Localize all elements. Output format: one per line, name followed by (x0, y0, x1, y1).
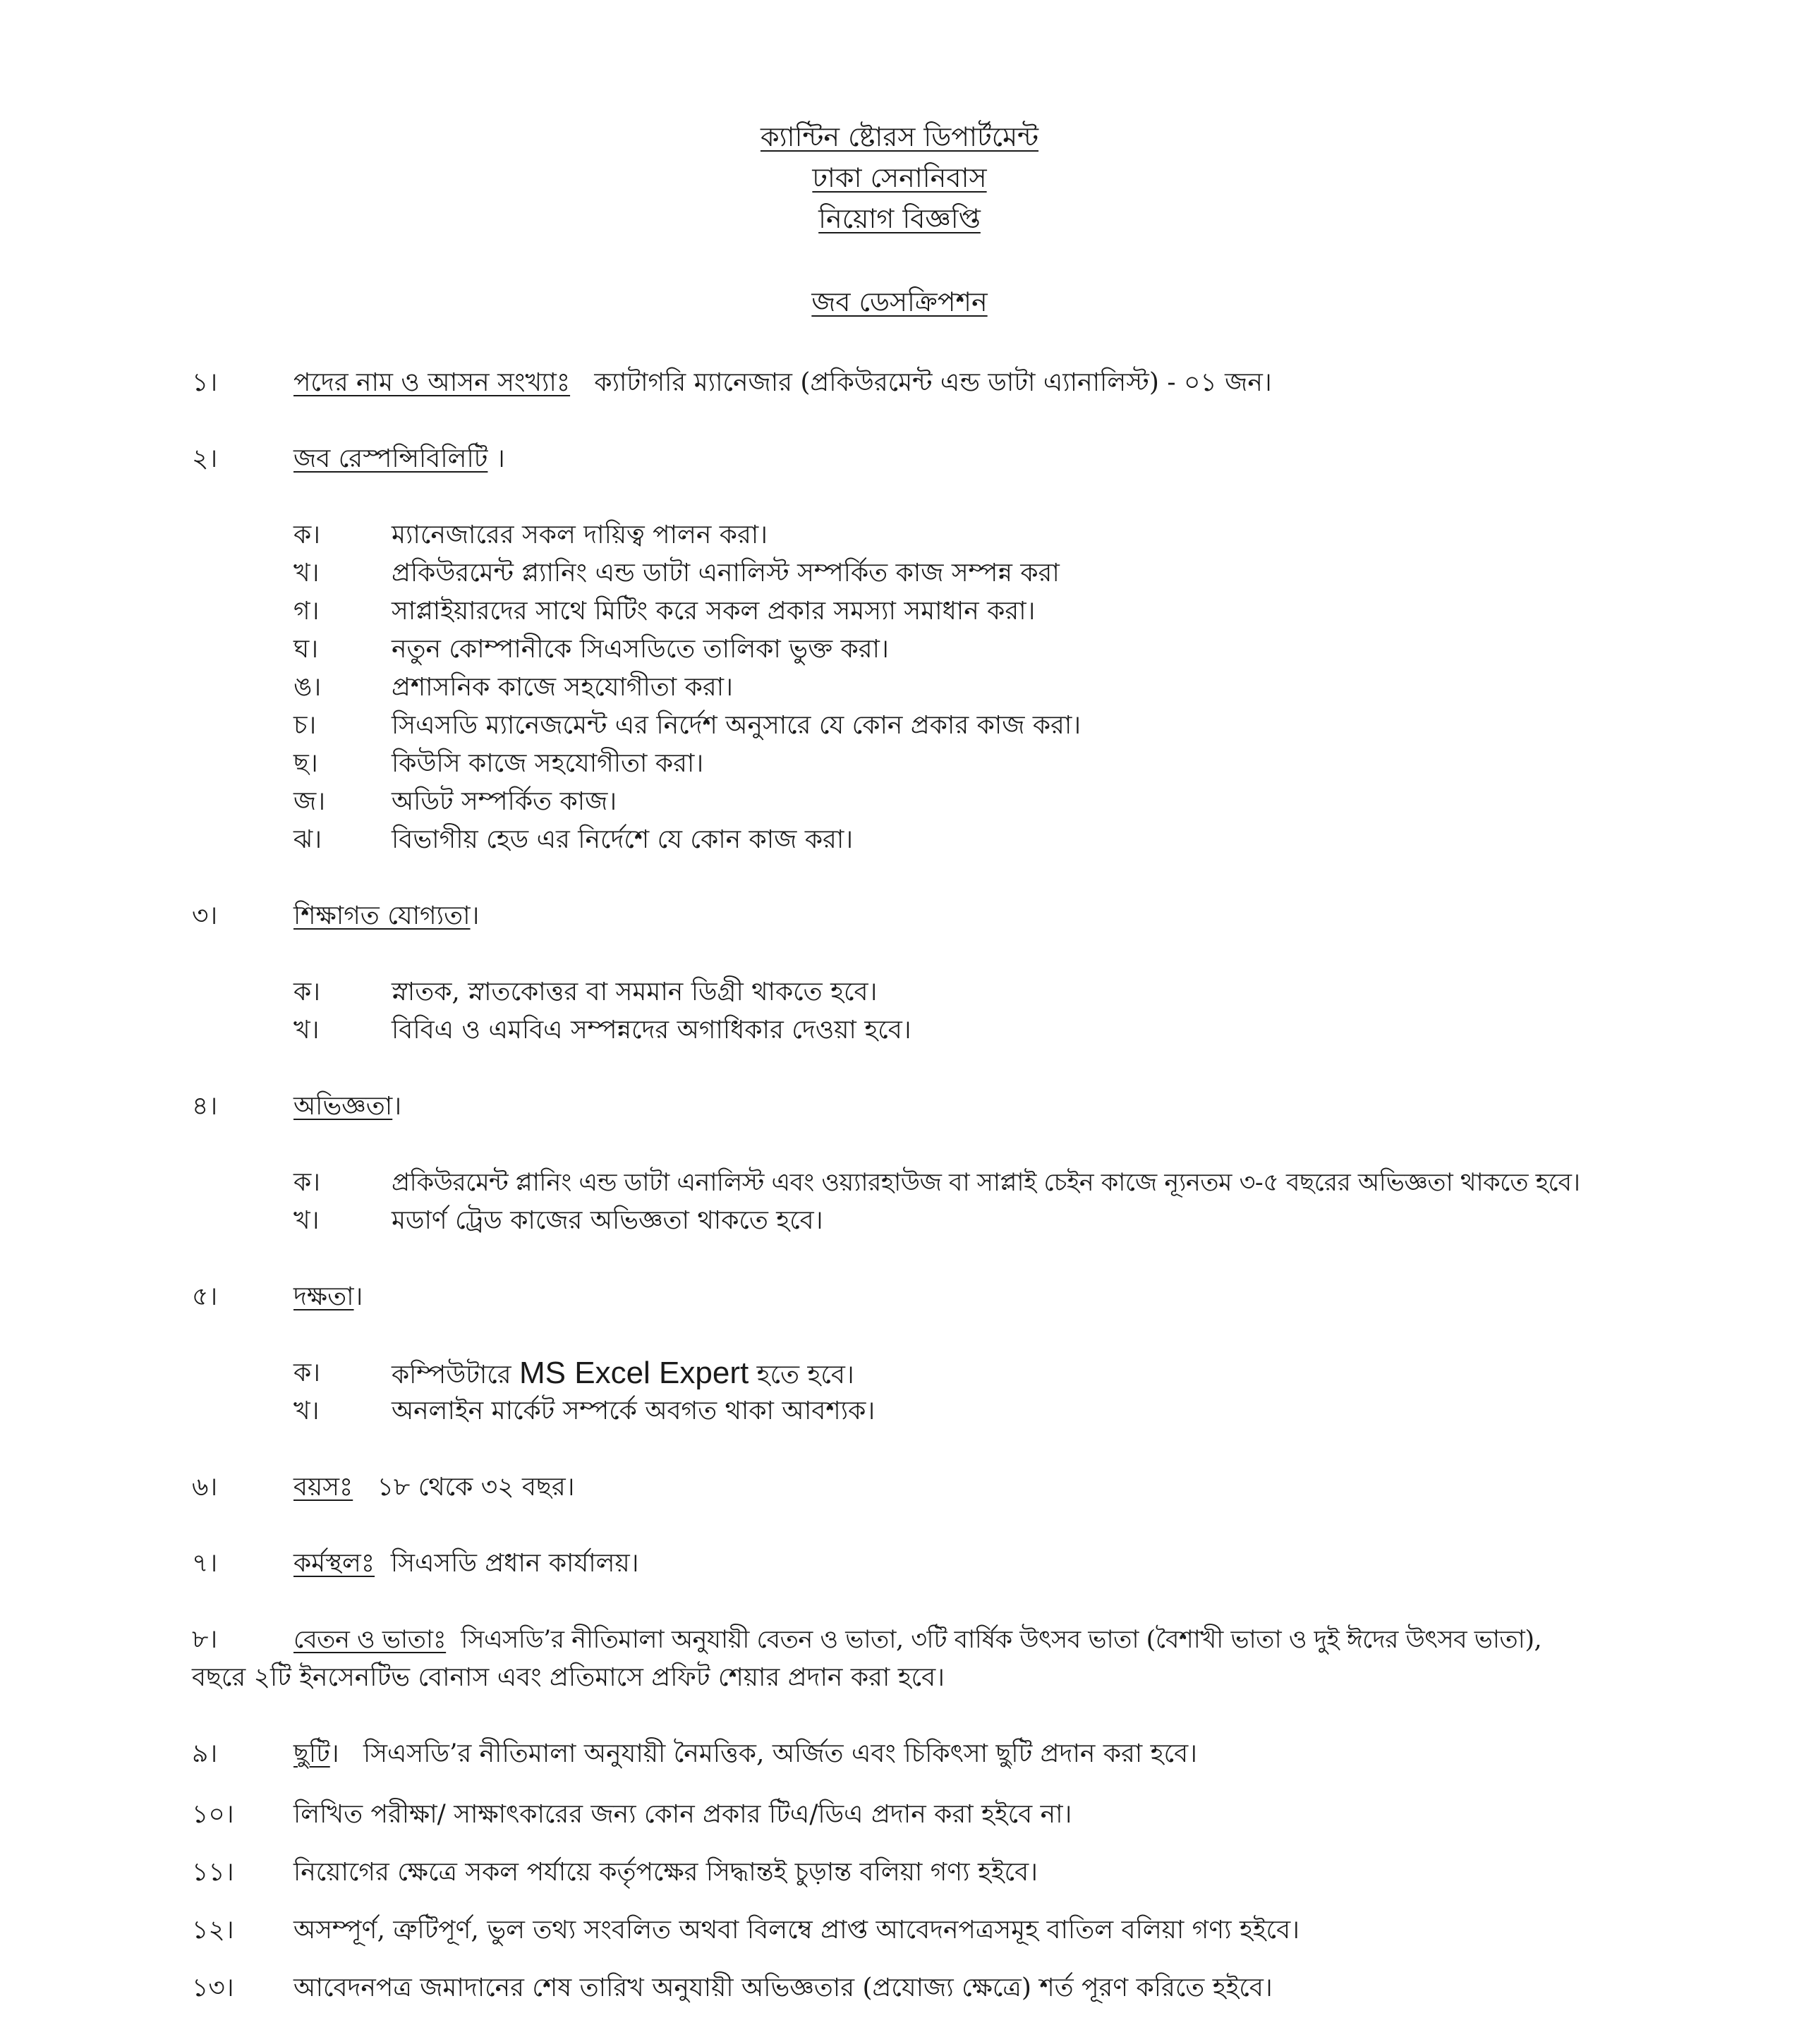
section-12-text: অসম্পূর্ণ, ত্রুটিপূর্ণ, ভুল তথ্য সংবলিত অথবা বিলম্বে প্রাপ্ত আবেদনপত্রসমূহ বাতিল বলিয়া গণ্য হইবে। (293, 1916, 1300, 1945)
section-1-label: পদের নাম ও আসন সংখ্যাঃ (293, 368, 571, 397)
list-item: প্রশাসনিক কাজে সহযোগীতা করা। (392, 673, 733, 702)
list-item-letter: ছ। (293, 749, 318, 778)
section-7-value: সিএসডি প্রধান কার্যালয়। (390, 1549, 639, 1578)
section-7 (293, 1547, 639, 1580)
list-item-letter: ক। (293, 1168, 321, 1197)
list-item-letter: ঘ। (293, 635, 319, 664)
section-8-number: ৮। (192, 1625, 218, 1654)
section-6-number: ৬। (192, 1473, 218, 1502)
list-item-letter: চ। (293, 711, 317, 740)
section-2-number: ২। (192, 444, 218, 473)
list-item-letter: খ। (293, 559, 320, 588)
section-1 (293, 367, 1272, 399)
section-6-value: ১৮ থেকে ৩২ বছর। (377, 1473, 575, 1502)
list-item: সিএসডি ম্যানেজমেন্ট এর নির্দেশ অনুসারে যে কোন প্রকার কাজ করা। (392, 711, 1082, 740)
list-item: বিবিএ ও এমবিএ সম্পন্নদের অগাধিকার দেওয়া হবে। (392, 1016, 911, 1045)
section-4-label: অভিজ্ঞতা (293, 1092, 393, 1121)
section-8-label: বেতন ও ভাতাঃ (293, 1626, 447, 1654)
section-3-heading: শিক্ষাগত যোগ্যতা। (293, 901, 480, 930)
section-11-text: নিয়োগের ক্ষেত্রে সকল পর্যায়ে কর্তৃপক্ষের সিদ্ধান্তই চুড়ান্ত বলিয়া গণ্য হইবে। (293, 1858, 1038, 1887)
list-item: কম্পিউটারে MS Excel Expert হতে হবে। (392, 1356, 854, 1390)
location-title: ঢাকা সেনানিবাস (812, 162, 987, 193)
section-4-number: ৪। (192, 1092, 218, 1121)
list-item-letter: খ। (293, 1016, 320, 1045)
list-item-letter: খ। (293, 1206, 320, 1235)
list-item: কিউসি কাজে সহযোগীতা করা। (392, 749, 704, 778)
section-8 (293, 1624, 1541, 1656)
list-item: মডার্ণ ট্রেড কাজের অভিজ্ঞতা থাকতে হবে। (392, 1206, 823, 1235)
section-9-value: সিএসডি’র নীতিমালা অনুযায়ী নৈমত্তিক, অর্জিত এবং চিকিৎসা ছুটি প্রদান করা হবে। (363, 1739, 1197, 1768)
org-title: ক্যান্টিন ষ্টোরস ডিপার্টমেন্ট (760, 121, 1039, 152)
section-1-value: ক্যাটাগরি ম্যানেজার (প্রকিউরমেন্ট এন্ড ডাটা এ্যানালিস্ট) - ০১ জন। (594, 368, 1272, 397)
section-6-label: বয়সঃ (293, 1473, 353, 1502)
list-item: ম্যানেজারের সকল দায়িত্ব পালন করা। (392, 521, 768, 549)
list-item: অডিট সম্পর্কিত কাজ। (392, 787, 617, 816)
notice-title: নিয়োগ বিজ্ঞপ্তি (818, 203, 981, 234)
section-12-number: ১২। (192, 1916, 234, 1945)
section-9-number: ৯। (192, 1739, 218, 1768)
section-11-number: ১১। (192, 1858, 234, 1887)
section-5-label: দক্ষতা (293, 1282, 354, 1311)
section-6 (293, 1471, 575, 1504)
list-item: প্রকিউরমেন্ট প্ল্যানিং এন্ড ডাটা এনালিস্ট সম্পর্কিত কাজ সম্পন্ন করা (392, 559, 1060, 588)
list-item-letter: জ। (293, 787, 326, 816)
section-7-label: কর্মস্থলঃ (293, 1549, 375, 1578)
list-item: নতুন কোম্পানীকে সিএসডিতে তালিকা ভুক্ত করা। (392, 635, 889, 664)
section-4-heading: অভিজ্ঞতা। (293, 1092, 402, 1121)
list-item-letter: ক। (293, 1358, 321, 1387)
list-item-letter: গ। (293, 597, 320, 626)
section-10-number: ১০। (192, 1800, 234, 1829)
section-3-label: শিক্ষাগত যোগ্যতা (293, 901, 471, 930)
section-13-number: ১৩। (192, 1973, 234, 2002)
section-7-number: ৭। (192, 1549, 218, 1578)
list-item: প্রকিউরমেন্ট প্লানিং এন্ড ডাটা এনালিস্ট এবং ওয়্যারহাউজ বা সাপ্লাই চেইন কাজে ন্যূনতম ৩-৫ বছরের অভিজ্ঞতা থাকতে হবে। (392, 1169, 1580, 1197)
list-item: স্নাতক, স্নাতকোত্তর বা সমমান ডিগ্রী থাকতে হবে। (392, 978, 878, 1006)
section-8-value: সিএসডি’র নীতিমালা অনুযায়ী বেতন ও ভাতা, ৩টি বার্ষিক উৎসব ভাতা (বৈশাখী ভাতা ও দুই ঈদের উৎসব ভাতা), (461, 1626, 1542, 1654)
section-5-heading: দক্ষতা। (293, 1282, 363, 1311)
ms-excel-text: MS Excel Expert (519, 1356, 749, 1390)
section-13-text: আবেদনপত্র জমাদানের শেষ তারিখ অনুযায়ী অভিজ্ঞতার (প্রযোজ্য ক্ষেত্রে) শর্ত পূরণ করিতে হইবে। (293, 1973, 1273, 2002)
section-2-heading: জব রেস্পন্সিবিলিটি । (293, 444, 505, 473)
section-9-label: ছুটি (293, 1739, 330, 1768)
list-item-letter: ক। (293, 978, 321, 1006)
section-3-number: ৩। (192, 901, 218, 930)
list-item-letter: ঙ। (293, 673, 322, 702)
section-5-number: ৫। (192, 1282, 218, 1311)
section-9: ছুটি। সিএসডি’র নীতিমালা অনুযায়ী নৈমত্তিক, অর্জিত এবং চিকিৎসা ছুটি প্রদান করা হবে। (293, 1739, 1197, 1768)
doc-title: জব ডেসক্রিপশন (811, 286, 988, 317)
list-item-letter: ক। (293, 521, 321, 549)
section-8-continuation: বছরে ২টি ইনসেনটিভ বোনাস এবং প্রতিমাসে প্রফিট শেয়ার প্রদান করা হবে। (192, 1663, 945, 1692)
list-item: বিভাগীয় হেড এর নির্দেশে যে কোন কাজ করা। (392, 825, 854, 854)
section-2-label: জব রেস্পন্সিবিলিটি (293, 444, 488, 473)
list-item: অনলাইন মার্কেট সম্পর্কে অবগত থাকা আবশ্যক। (392, 1397, 876, 1425)
section-1-number: ১। (192, 368, 218, 397)
list-item: সাপ্লাইয়ারদের সাথে মিটিং করে সকল প্রকার সমস্যা সমাধান করা। (392, 597, 1036, 626)
list-item-letter: খ। (293, 1397, 320, 1425)
section-10-text: লিখিত পরীক্ষা/ সাক্ষাৎকারের জন্য কোন প্রকার টিএ/ডিএ প্রদান করা হইবে না। (293, 1800, 1072, 1829)
list-item-letter: ঝ। (293, 825, 322, 854)
